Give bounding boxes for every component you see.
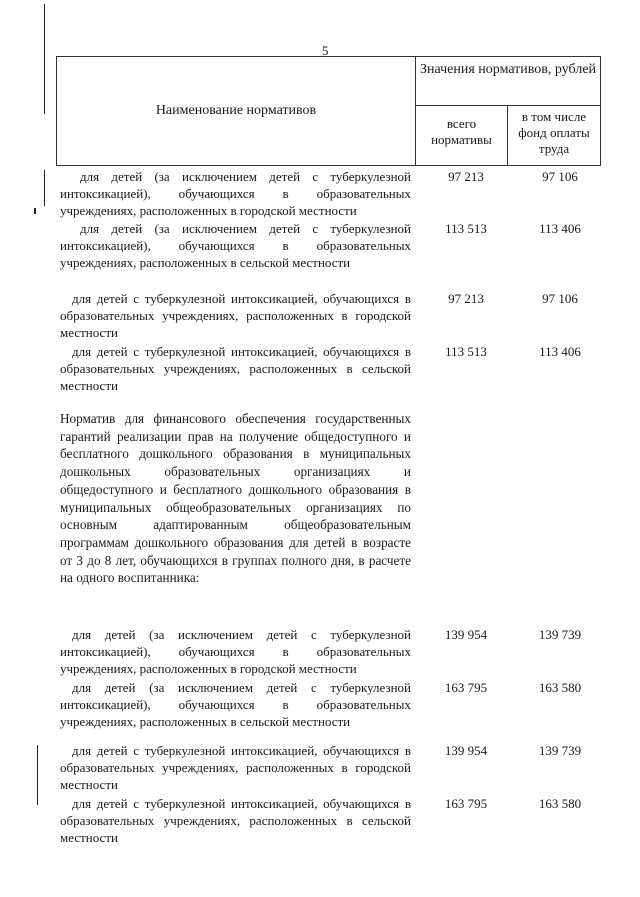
row-total: 163 795 [444, 796, 488, 811]
column-header-wage: в том числе фонд оплаты труда [518, 109, 590, 156]
row-description: для детей с туберкулезной интоксикацией, обучающихся в образовательных учреждениях, расположенных в сельской местности [60, 344, 411, 393]
page-number: 5 [322, 43, 329, 58]
row-total: 163 795 [444, 680, 488, 695]
row-description: для детей с туберкулезной интоксикацией, обучающихся в образовательных учреждениях, расположенных в городской местности [60, 743, 411, 792]
column-header-values: Значения нормативов, рублей [416, 57, 600, 106]
row-wage: 113 406 [539, 344, 581, 359]
standard-paragraph: Норматив для финансового обеспечения государственных гарантий реализации прав на получение общедоступного и бесплатного дошкольного образования в муниципальных дошкольных образовательных организациях и общедоступного и бесплатного дошкольного образования в муниципальных общеобразовательных организациях по основным адаптированным общеобразовательным программам дошкольного образования для детей в возрасте от 3 до 8 лет, обучающихся в группах полного дня, в расчете на одного воспитанника: [60, 411, 411, 586]
row-description: для детей (за исключением детей с туберкулезной интоксикацией), обучающихся в образовательных учреждениях, расположенных в сельской местности [60, 680, 411, 729]
row-total: 139 954 [444, 743, 488, 758]
row-total: 97 213 [448, 169, 484, 184]
row-wage: 163 580 [538, 796, 582, 811]
column-header-total: всего нормативы [416, 106, 508, 165]
row-wage: 97 106 [542, 169, 578, 184]
row-wage: 139 739 [538, 627, 582, 642]
row-total: 113 513 [445, 221, 487, 236]
row-description: для детей (за исключением детей с туберкулезной интоксикацией), обучающихся в образовательных учреждениях, расположенных в сельской местности [60, 221, 411, 270]
row-description: для детей с туберкулезной интоксикацией, обучающихся в образовательных учреждениях, расположенных в городской местности [60, 291, 411, 340]
row-total: 97 213 [448, 291, 484, 306]
row-wage: 97 106 [542, 291, 578, 306]
row-total: 113 513 [445, 344, 487, 359]
scan-line-bottom [37, 745, 38, 805]
scan-line-top [44, 4, 45, 114]
row-wage: 113 406 [539, 221, 581, 236]
row-description: для детей с туберкулезной интоксикацией, обучающихся в образовательных учреждениях, расположенных в сельской местности [60, 796, 411, 845]
table-header [56, 56, 601, 166]
scan-line-mid [44, 170, 45, 206]
row-wage: 139 739 [538, 743, 582, 758]
scan-dot [34, 208, 36, 214]
row-description: для детей (за исключением детей с туберкулезной интоксикацией), обучающихся в образовательных учреждениях, расположенных в городской местности [60, 627, 411, 676]
row-total: 139 954 [444, 627, 488, 642]
row-wage: 163 580 [538, 680, 582, 695]
row-description: для детей (за исключением детей с туберкулезной интоксикацией), обучающихся в образовательных учреждениях, расположенных в городской местности [60, 169, 411, 218]
column-header-name: Наименование нормативов [57, 57, 416, 165]
